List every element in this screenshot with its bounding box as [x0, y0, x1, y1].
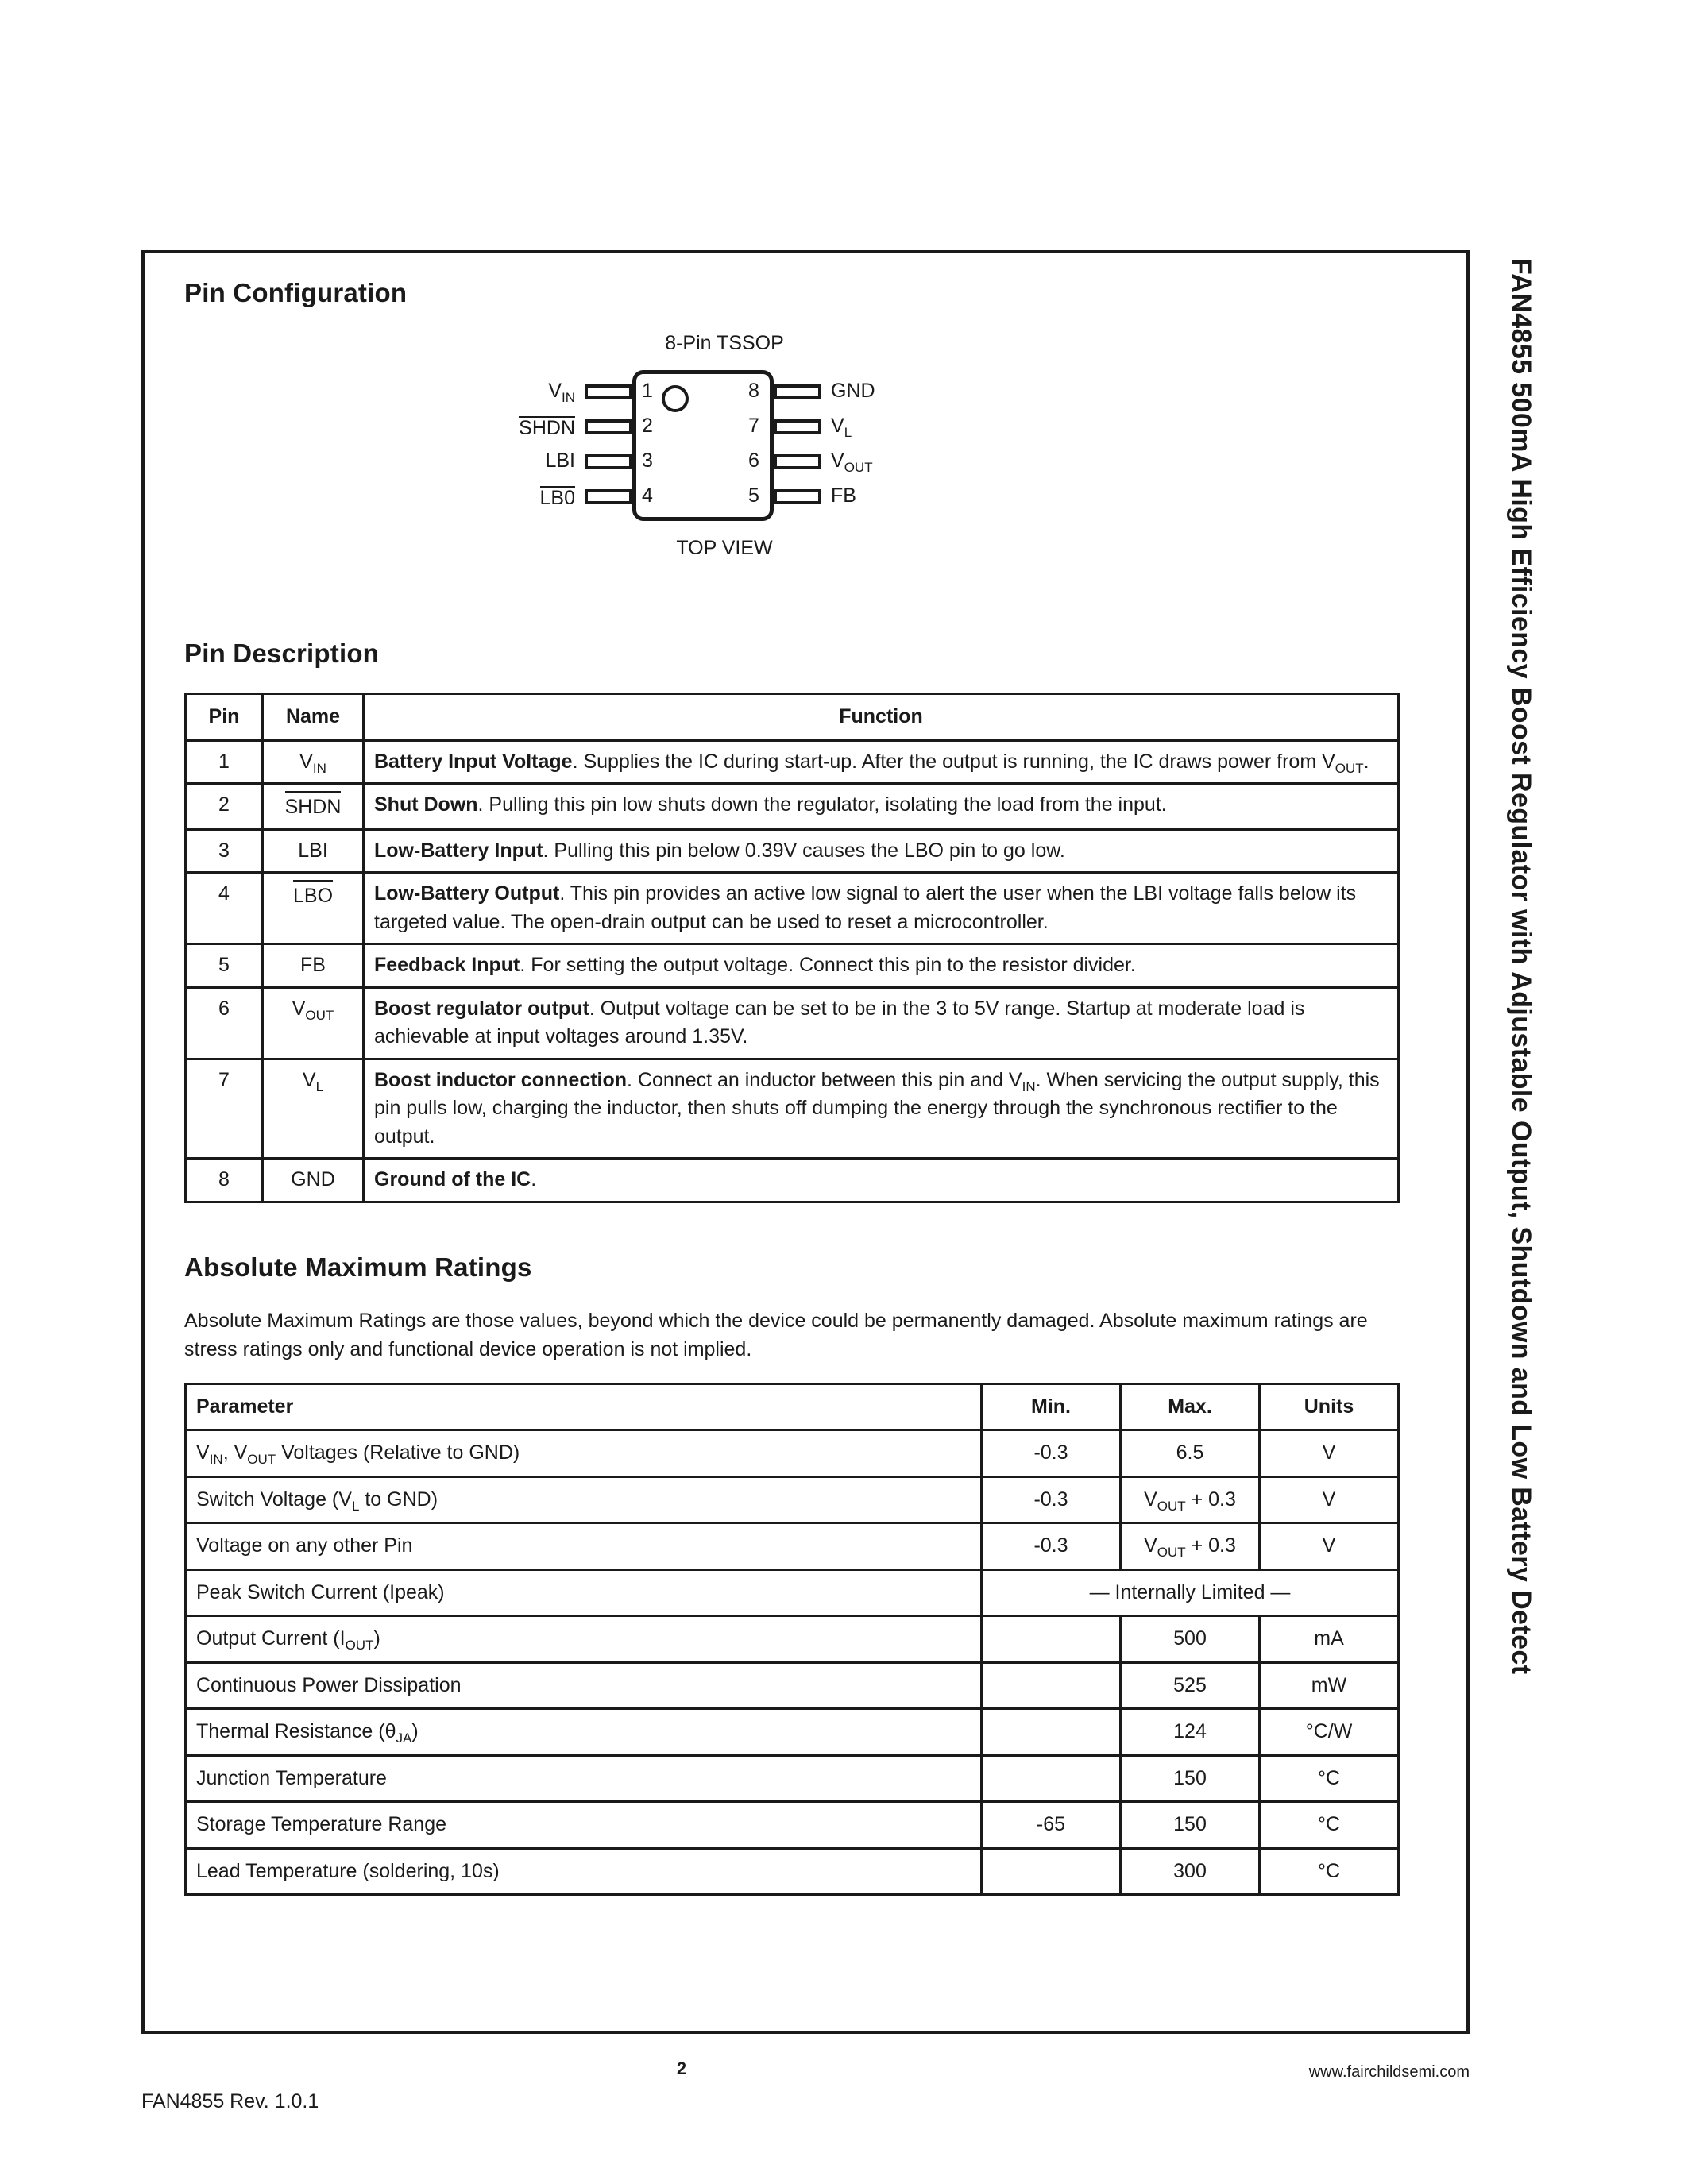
- pin-lead-left-2: [585, 419, 632, 434]
- table-row: [186, 1755, 1399, 1802]
- cell-pin-number: 4: [186, 873, 263, 944]
- table-row: [186, 1476, 1399, 1523]
- table-row: [186, 1709, 1399, 1756]
- cell-parameter: Continuous Power Dissipation: [186, 1662, 982, 1709]
- cell-parameter: Voltage on any other Pin: [186, 1523, 982, 1570]
- spacer: [184, 1203, 1400, 1252]
- footer-page-number: 2: [676, 2059, 687, 2078]
- pin-label-FB: FB: [831, 484, 856, 507]
- cell-pin-function: Low-Battery Output. This pin provides an active low signal to alert the user when the LBI voltage falls below its targeted value. The open-drain output can be used to reset a microcontroller.: [364, 873, 1399, 944]
- cell-min: -0.3: [982, 1523, 1121, 1570]
- cell-max: 6.5: [1121, 1430, 1260, 1477]
- cell-min: [982, 1755, 1121, 1802]
- table-row: [186, 784, 1399, 830]
- cell-pin-name: GND: [263, 1159, 364, 1202]
- pin1-marker-icon: [662, 385, 689, 412]
- cell-parameter: Peak Switch Current (Ipeak): [186, 1569, 982, 1616]
- pin-label-V: $V_{OUT}$: [831, 450, 873, 475]
- cell-pin-number: 8: [186, 1159, 263, 1202]
- cell-pin-number: 5: [186, 944, 263, 988]
- cell-min: [982, 1848, 1121, 1895]
- cell-merged-note: — Internally Limited —: [982, 1569, 1399, 1616]
- cell-max: $V_{OUT} + 0.3$: [1121, 1476, 1260, 1523]
- cell-parameter: Thermal Resistance $(\theta_{JA})$: [186, 1709, 982, 1756]
- cell-units: °C: [1260, 1802, 1399, 1849]
- top-view-label: TOP VIEW: [676, 537, 773, 559]
- footer-website-url: www.fairchildsemi.com: [1308, 2063, 1470, 2081]
- pin-lead-right-5: [774, 489, 821, 504]
- table-row: [186, 1059, 1399, 1159]
- pin-number-2: 2: [642, 415, 653, 437]
- pin-lead-right-7: [774, 419, 821, 434]
- pin-label-V: $V_{IN}$: [548, 380, 575, 405]
- cell-parameter: Switch Voltage ($V_L$ to GND): [186, 1476, 982, 1523]
- cell-units: °C: [1260, 1848, 1399, 1895]
- table-row: [186, 1802, 1399, 1849]
- absolute-maximum-ratings-heading: Absolute Maximum Ratings: [184, 1252, 532, 1282]
- cell-max: $V_{OUT} + 0.3$: [1121, 1523, 1260, 1570]
- sidebar-title-text: FAN4855 500mA High Efficiency Boost Regulator with Adjustable Output, Shutdown and Low Battery Detect: [1506, 258, 1536, 1675]
- cell-pin-function: Shut Down. Pulling this pin low shuts down the regulator, isolating the load from the input.: [364, 784, 1399, 830]
- pin-number-6: 6: [748, 450, 759, 472]
- table-row: [186, 873, 1399, 944]
- cell-min: [982, 1709, 1121, 1756]
- cell-min: [982, 1616, 1121, 1663]
- table-row: [186, 740, 1399, 784]
- sidebar-running-title: [1479, 250, 1551, 2037]
- cell-units: V: [1260, 1476, 1399, 1523]
- cell-parameter: Junction Temperature: [186, 1755, 982, 1802]
- absolute-maximum-ratings-table: [184, 1383, 1400, 1897]
- cell-max: 525: [1121, 1662, 1260, 1709]
- cell-pin-number: 1: [186, 740, 263, 784]
- cell-pin-function: Feedback Input. For setting the output voltage. Connect this pin to the resistor divider.: [364, 944, 1399, 988]
- cell-max: 150: [1121, 1802, 1260, 1849]
- cell-units: V: [1260, 1430, 1399, 1477]
- pin-label-LBI: LBI: [545, 450, 575, 472]
- column-header-max: Max.: [1121, 1383, 1260, 1430]
- cell-min: -0.3: [982, 1430, 1121, 1477]
- column-header-parameter: Parameter: [186, 1383, 982, 1430]
- cell-pin-function: Battery Input Voltage. Supplies the IC during start-up. After the output is running, the IC draws power from $V_{OUT}$.: [364, 740, 1399, 784]
- table-row: [186, 1159, 1399, 1202]
- pin-number-3: 3: [642, 450, 653, 472]
- cell-units: °C: [1260, 1755, 1399, 1802]
- cell-pin-name: $V_L$: [263, 1059, 364, 1159]
- cell-pin-function: Boost inductor connection. Connect an inductor between this pin and $V_{IN}$. When servicing the output supply, this pin pulls low, charging the inductor, then shuts off dumping the energy through the synchronous rectifier to the output.: [364, 1059, 1399, 1159]
- table-row: [186, 1616, 1399, 1663]
- pin-lead-right-6: [774, 454, 821, 469]
- table-header-row: [186, 694, 1399, 741]
- table-row: [186, 987, 1399, 1059]
- pin-label-SHDN: SHDN: [519, 417, 575, 439]
- page-footer: [141, 2059, 1470, 2130]
- pin-lead-left-1: [585, 384, 632, 399]
- column-header-function: Function: [364, 694, 1399, 741]
- table-row: [186, 1848, 1399, 1895]
- column-header-units: Units: [1260, 1383, 1399, 1430]
- cell-pin-name: LBO: [263, 873, 364, 944]
- cell-max: 300: [1121, 1848, 1260, 1895]
- cell-pin-number: 7: [186, 1059, 263, 1159]
- pin-label-V: $V_L$: [831, 415, 852, 440]
- table-row: [186, 944, 1399, 988]
- pin-description-body: [186, 740, 1399, 1202]
- cell-units: V: [1260, 1523, 1399, 1570]
- cell-units: mA: [1260, 1616, 1399, 1663]
- cell-pin-name: $V_{OUT}$: [263, 987, 364, 1059]
- cell-units: mW: [1260, 1662, 1399, 1709]
- cell-pin-name: SHDN: [263, 784, 364, 830]
- absolute-maximum-ratings-body: [186, 1430, 1399, 1895]
- column-header-pin: Pin: [186, 694, 263, 741]
- cell-pin-function: Ground of the IC.: [364, 1159, 1399, 1202]
- spacer: [184, 570, 1400, 639]
- cell-pin-number: 3: [186, 829, 263, 873]
- pin-configuration-heading: Pin Configuration: [184, 278, 408, 307]
- table-row: [186, 1523, 1399, 1570]
- pin-configuration-diagram: [184, 332, 1400, 570]
- cell-max: 500: [1121, 1616, 1260, 1663]
- cell-pin-name: FB: [263, 944, 364, 988]
- cell-min: -0.3: [982, 1476, 1121, 1523]
- cell-pin-number: 6: [186, 987, 263, 1059]
- cell-max: 150: [1121, 1755, 1260, 1802]
- cell-parameter: $V_{IN}$, $V_{OUT}$ Voltages (Relative to GND): [186, 1430, 982, 1477]
- cell-parameter: Storage Temperature Range: [186, 1802, 982, 1849]
- cell-pin-function: Boost regulator output. Output voltage can be set to be in the 3 to 5V range. Startup at moderate load is achievable at input voltages around 1.35V.: [364, 987, 1399, 1059]
- absolute-maximum-ratings-intro: Absolute Maximum Ratings are those values, beyond which the device could be permanently damaged. Absolute maximum ratings are stress ratings only and functional device operation is not implied.: [184, 1309, 1368, 1360]
- cell-parameter: Output Current $(I_{OUT})$: [186, 1616, 982, 1663]
- pin-label-GND: GND: [831, 380, 875, 402]
- page-content: [184, 278, 1400, 1896]
- pin-lead-left-4: [585, 489, 632, 504]
- table-row: [186, 1662, 1399, 1709]
- table-row: [186, 829, 1399, 873]
- table-header-row: [186, 1383, 1399, 1430]
- table-row: [186, 1430, 1399, 1477]
- pin-label-LB0: LB0: [539, 487, 575, 509]
- cell-pin-function: Low-Battery Input. Pulling this pin below 0.39V causes the LBO pin to go low.: [364, 829, 1399, 873]
- pin-lead-right-8: [774, 384, 821, 399]
- cell-parameter: Lead Temperature (soldering, 10s): [186, 1848, 982, 1895]
- pin-description-table: [184, 693, 1400, 1203]
- pin-number-7: 7: [748, 415, 759, 437]
- cell-min: [982, 1662, 1121, 1709]
- pin-number-4: 4: [642, 484, 653, 507]
- cell-pin-number: 2: [186, 784, 263, 830]
- cell-pin-name: $V_{IN}$: [263, 740, 364, 784]
- pin-number-1: 1: [642, 380, 653, 402]
- cell-pin-name: LBI: [263, 829, 364, 873]
- cell-units: °C/W: [1260, 1709, 1399, 1756]
- pin-number-8: 8: [748, 380, 759, 402]
- column-header-name: Name: [263, 694, 364, 741]
- pin-description-heading: Pin Description: [184, 639, 380, 668]
- table-row: [186, 1569, 1399, 1616]
- pin-number-5: 5: [748, 484, 759, 507]
- cell-max: 124: [1121, 1709, 1260, 1756]
- column-header-min: Min.: [982, 1383, 1121, 1430]
- package-type-label: 8-Pin TSSOP: [665, 332, 784, 354]
- cell-min: -65: [982, 1802, 1121, 1849]
- footer-revision: FAN4855 Rev. 1.0.1: [141, 2090, 319, 2113]
- pin-lead-left-3: [585, 454, 632, 469]
- chip-outline-group: [407, 370, 1042, 529]
